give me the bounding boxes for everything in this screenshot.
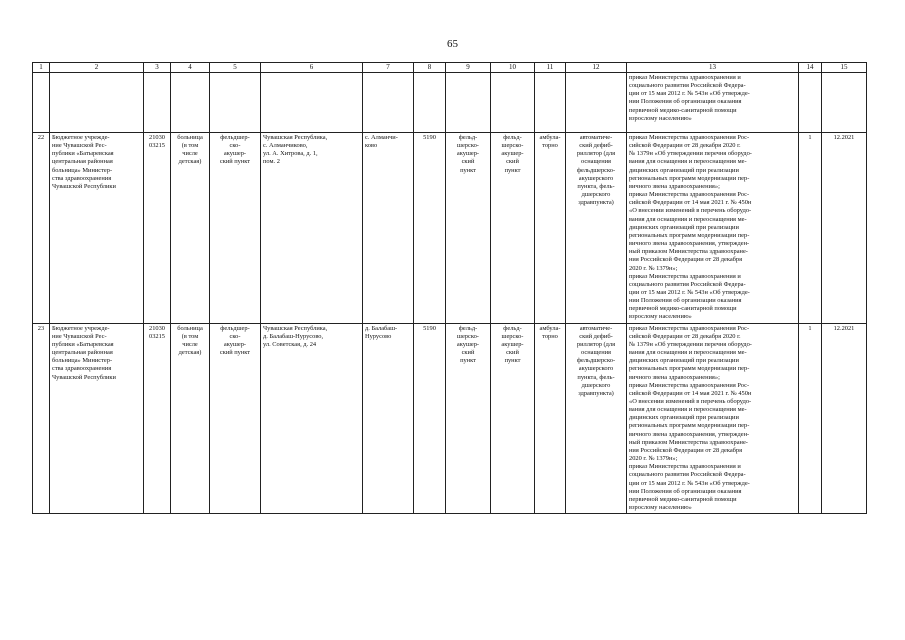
col-header: 7 (363, 63, 414, 73)
col-header: 11 (535, 63, 566, 73)
legal-basis-cell: приказ Министерства здравоохранения Рос- сийской Федерации от 28 декабря 2020 г. № 1379н «Об утверждении перечня оборудо- вания для оснащения и переоснащения ме- дицинских организаций при реализации региональных программ модернизации пер- вичного звена здравоохранения»; приказ Министерства здравоохранения Рос- сийской Федерации от 14 мая 2021 г. № 450н «О внесении изменений в перечень оборудо- вания для оснащения и переоснащения ме- дицинских организаций при реализации региональных программ модернизации пер- вичного звена здравоохранения, утвержден- ный приказом Министерства здравоохране- ния Российской Федерации от 28 декабря 2020 г. № 1379н»; приказ Министерства здравоохранения и социального развития Российской Федера- ции от 15 мая 2012 г. № 543н «Об утвержде- нии Положения об организации оказания первичной медико-санитарной помощи взрослому населению» (627, 323, 799, 514)
cell (414, 73, 446, 133)
code-cell: 21030 03215 (144, 323, 171, 514)
col-header: 1 (33, 63, 50, 73)
address-cell: Чувашская Республика, д. Балабаш-Нурусово, ул. Советская, д. 24 (261, 323, 363, 514)
quantity-cell: 1 (799, 323, 822, 514)
care-mode-cell: амбула- торно (535, 323, 566, 514)
col-header: 14 (799, 63, 822, 73)
cell (446, 73, 491, 133)
cell (363, 73, 414, 133)
equipment-cell: автоматиче- ский дефиб- риллятор (для оснащения фельдшерско- акушерского пункта, фель- дшерского здравпункта) (566, 133, 627, 324)
col-header: 5 (210, 63, 261, 73)
col-header: 12 (566, 63, 627, 73)
continuation-row (33, 73, 867, 133)
locality-cell: с. Алманчи- ково (363, 133, 414, 324)
cell (535, 73, 566, 133)
col-header: 4 (171, 63, 210, 73)
population-cell: 5190 (414, 323, 446, 514)
address-cell: Чувашская Республика, с. Алманчиково, ул. А. Хитрова, д. 1, пом. 2 (261, 133, 363, 324)
cell (171, 73, 210, 133)
locality-cell: д. Балабаш- Нурусово (363, 323, 414, 514)
row-number: 23 (33, 323, 50, 514)
col10-cell: фельд- шерско- акушер- ский пункт (491, 133, 535, 324)
cell (261, 73, 363, 133)
col-header: 6 (261, 63, 363, 73)
col-header: 10 (491, 63, 535, 73)
cell (799, 73, 822, 133)
unit-cell: фельдшер- ско- акушер- ский пункт (210, 323, 261, 514)
page-number: 65 (447, 38, 458, 50)
unit-cell: фельдшер- ско- акушер- ский пункт (210, 133, 261, 324)
cell (210, 73, 261, 133)
organization-cell: Бюджетное учрежде- ние Чувашской Рес- публики «Батыревская центральная районная больница» Министер- ства здравоохранения Чувашской Республики (50, 133, 144, 324)
table-row (33, 323, 867, 514)
table-row (33, 133, 867, 324)
cell (144, 73, 171, 133)
col9-cell: фельд- шерско- акушер- ский пункт (446, 133, 491, 324)
date-cell: 12.2021 (822, 133, 867, 324)
col-header: 13 (627, 63, 799, 73)
col-header: 3 (144, 63, 171, 73)
care-mode-cell: амбула- торно (535, 133, 566, 324)
facility-type-cell: больница (в том числе детская) (171, 323, 210, 514)
facility-type-cell: больница (в том числе детская) (171, 133, 210, 324)
col-header: 2 (50, 63, 144, 73)
cell (491, 73, 535, 133)
legal-basis-cell: приказ Министерства здравоохранения Рос- сийской Федерации от 28 декабря 2020 г. № 1379н «Об утверждении перечня оборудо- вания для оснащения и переоснащения ме- дицинских организаций при реализации региональных программ модернизации пер- вичного звена здравоохранения»; приказ Министерства здравоохранения Рос- сийской Федерации от 14 мая 2021 г. № 450н «О внесении изменений в перечень оборудо- вания для оснащения и переоснащения ме- дицинских организаций при реализации региональных программ модернизации пер- вичного звена здравоохранения, утвержден- ный приказом Министерства здравоохране- ния Российской Федерации от 28 декабря 2020 г. № 1379н»; приказ Министерства здравоохранения и социального развития Российской Федера- ции от 15 мая 2012 г. № 543н «Об утвержде- нии Положения об организации оказания первичной медико-санитарной помощи взрослому населению» (627, 133, 799, 324)
cell (50, 73, 144, 133)
legal-basis-cell: приказ Министерства здравоохранения и социального развития Российской Федера- ции от 15 мая 2012 г. № 543н «Об утвержде- нии Положения об организации оказания первичной медико-санитарной помощи взрослому населению» (627, 73, 799, 133)
date-cell: 12.2021 (822, 323, 867, 514)
col-header: 9 (446, 63, 491, 73)
organization-cell: Бюджетное учрежде- ние Чувашской Рес- публики «Батыревская центральная районная больница» Министер- ства здравоохранения Чувашской Республики (50, 323, 144, 514)
population-cell: 5190 (414, 133, 446, 324)
cell (822, 73, 867, 133)
document-table (32, 62, 867, 514)
cell (33, 73, 50, 133)
col-header: 8 (414, 63, 446, 73)
quantity-cell: 1 (799, 133, 822, 324)
row-number: 22 (33, 133, 50, 324)
equipment-cell: автоматиче- ский дефиб- риллятор (для оснащения фельдшерско- акушерского пункта, фель- дшерского здравпункта) (566, 323, 627, 514)
col9-cell: фельд- шерско- акушер- ский пункт (446, 323, 491, 514)
code-cell: 21030 03215 (144, 133, 171, 324)
col10-cell: фельд- шерско- акушер- ский пункт (491, 323, 535, 514)
col-header: 15 (822, 63, 867, 73)
column-number-row (33, 63, 867, 73)
cell (566, 73, 627, 133)
